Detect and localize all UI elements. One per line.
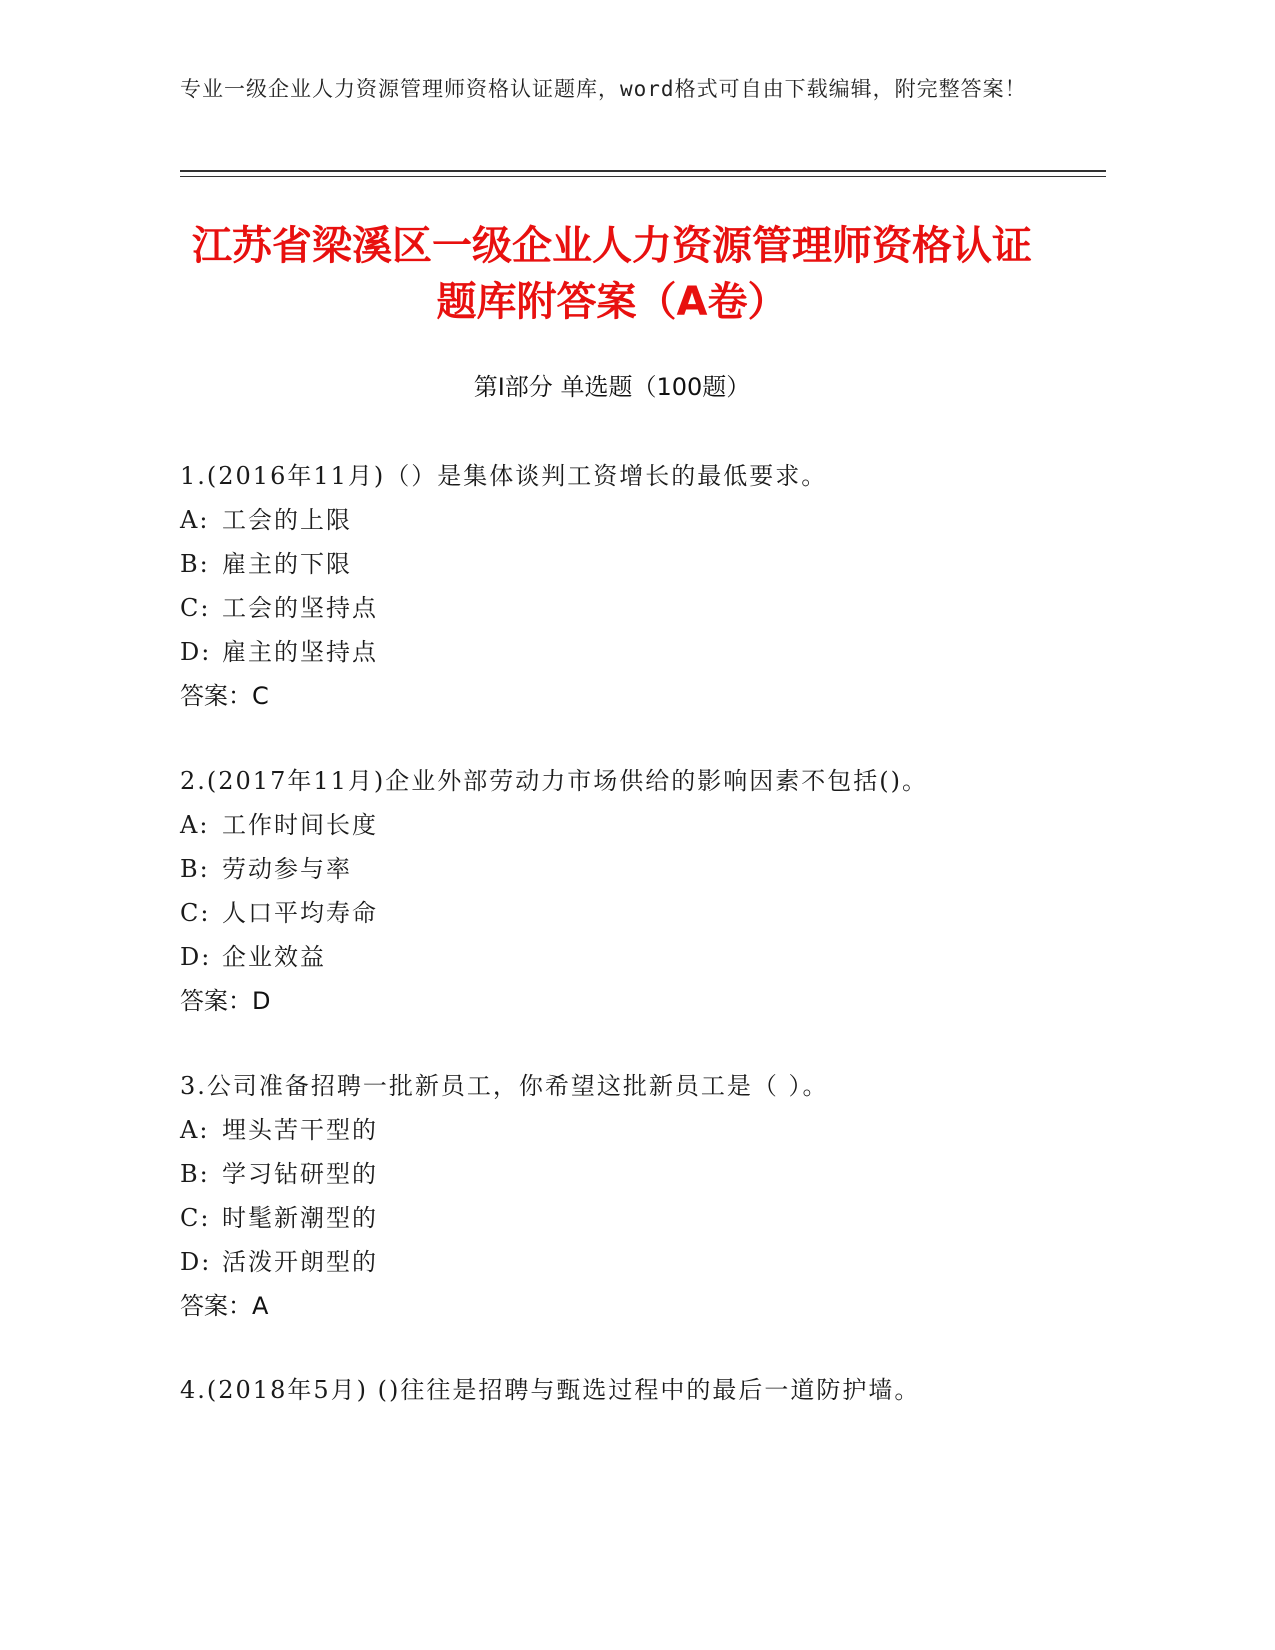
header-note: 专业一级企业人力资源管理师资格认证题库，word格式可自由下载编辑，附完整答案！	[180, 77, 1027, 101]
question-1	[180, 454, 1060, 718]
option-text: 时髦新潮型的	[222, 1204, 378, 1232]
header-divider-thick	[180, 170, 1106, 172]
option-text: 人口平均寿命	[222, 899, 378, 927]
option-text: 学习钻研型的	[222, 1160, 378, 1188]
answer-label: 答案：	[180, 987, 252, 1015]
header-divider-thin	[180, 176, 1106, 177]
question-3	[180, 1064, 1060, 1328]
question-2	[180, 759, 1060, 1023]
option-c	[180, 586, 1060, 630]
question-stem: 3.公司准备招聘一批新员工，你希望这批新员工是（ ）。	[180, 1072, 829, 1100]
option-key: D:	[180, 1248, 212, 1276]
answer-line	[180, 674, 1060, 718]
document-title: 江苏省梁溪区一级企业人力资源管理师资格认证题库附答案（A卷）	[192, 223, 1032, 325]
question-4	[180, 1368, 1060, 1412]
option-key: A:	[180, 811, 210, 839]
option-c	[180, 891, 1060, 935]
answer-line	[180, 1284, 1060, 1328]
answer-label: 答案：	[180, 682, 252, 710]
option-text: 劳动参与率	[222, 855, 352, 883]
option-b	[180, 1152, 1060, 1196]
option-key: C:	[180, 1204, 211, 1232]
answer-value: C	[252, 682, 269, 710]
option-key: A:	[180, 1116, 210, 1144]
option-key: C:	[180, 899, 211, 927]
option-key: B:	[180, 1160, 210, 1188]
option-text: 雇主的坚持点	[222, 638, 378, 666]
option-a	[180, 1108, 1060, 1152]
option-b	[180, 847, 1060, 891]
question-stem: 2.(2017年11月)企业外部劳动力市场供给的影响因素不包括()。	[180, 767, 928, 795]
option-text: 企业效益	[222, 943, 326, 971]
option-text: 工会的坚持点	[222, 594, 378, 622]
option-key: C:	[180, 594, 211, 622]
option-key: D:	[180, 943, 212, 971]
option-key: B:	[180, 855, 210, 883]
option-d	[180, 1240, 1060, 1284]
option-text: 工作时间长度	[222, 811, 378, 839]
answer-value: A	[252, 1292, 269, 1320]
option-key: D:	[180, 638, 212, 666]
answer-line	[180, 979, 1060, 1023]
option-a	[180, 803, 1060, 847]
option-text: 工会的上限	[222, 506, 352, 534]
answer-value: D	[252, 987, 271, 1015]
question-stem: 4.(2018年5月) ()往往是招聘与甄选过程中的最后一道防护墙。	[180, 1376, 921, 1404]
option-b	[180, 542, 1060, 586]
option-key: A:	[180, 506, 210, 534]
option-d	[180, 630, 1060, 674]
section-heading: 第I部分 单选题（100题）	[473, 373, 751, 401]
option-key: B:	[180, 550, 210, 578]
option-text: 雇主的下限	[222, 550, 352, 578]
question-stem: 1.(2016年11月)（）是集体谈判工资增长的最低要求。	[180, 462, 828, 490]
answer-label: 答案：	[180, 1292, 252, 1320]
option-d	[180, 935, 1060, 979]
option-text: 活泼开朗型的	[222, 1248, 378, 1276]
option-a	[180, 498, 1060, 542]
option-text: 埋头苦干型的	[222, 1116, 378, 1144]
option-c	[180, 1196, 1060, 1240]
